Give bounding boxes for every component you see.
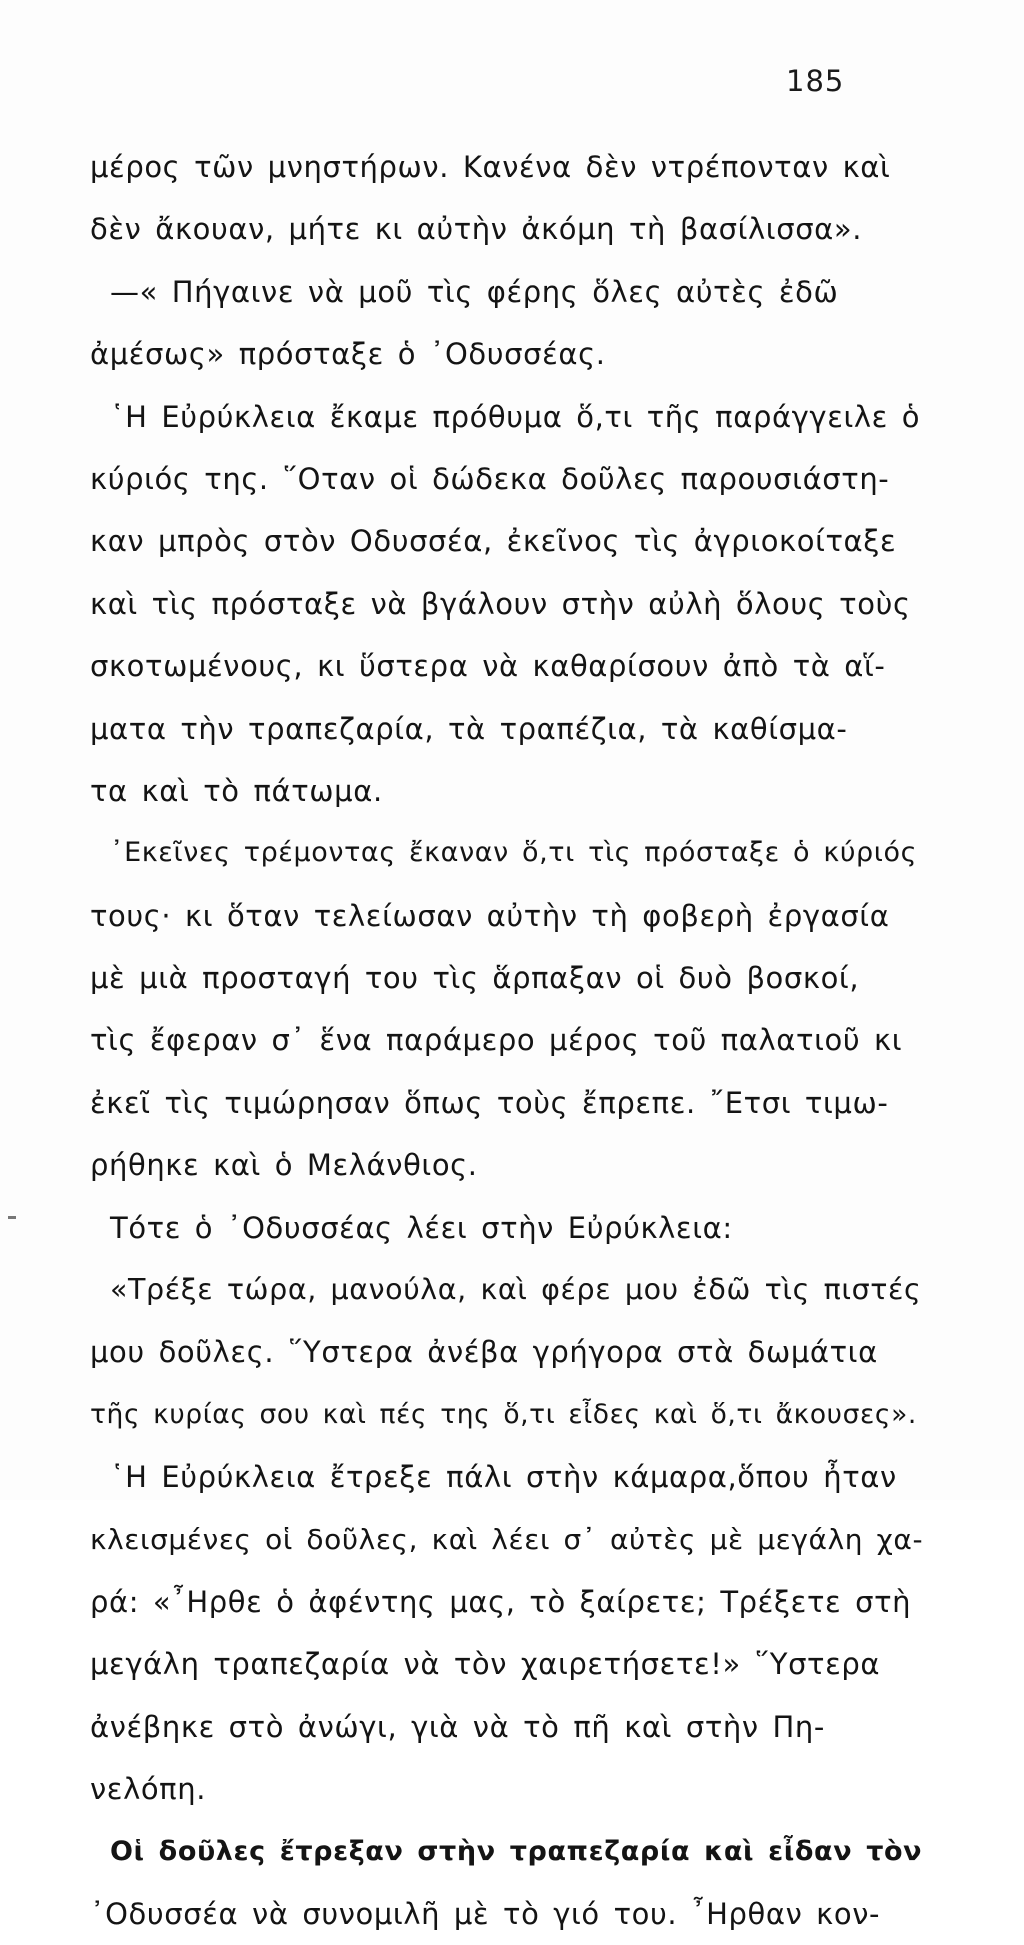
page-number: 185	[786, 64, 845, 98]
text-line: ῾Η Εὐρύκλεια ἔτρεξε πάλι στὴν κάμαρα,ὅπου ἦταν	[110, 1460, 897, 1495]
text-line: μεγάλη τραπεζαρία νὰ τὸν χαιρετήσετε!» ῞Υστερα	[90, 1647, 881, 1682]
text-line: καν μπρὸς στὸν Οδυσσέα, ἐκεῖνος τὶς ἀγριοκοίταξε	[90, 524, 897, 559]
text-line: Οἱ δοῦλες ἔτρεξαν στὴν τραπεζαρία καὶ εἶδαν τὸν	[110, 1835, 923, 1867]
text-line: ῾Η Εὐρύκλεια ἔκαμε πρόθυμα ὅ,τι τῆς παράγγειλε ὁ	[110, 399, 921, 434]
text-line: —« Πήγαινε νὰ μοῦ τὶς φέρης ὅλες αὐτὲς ἐδῶ	[110, 274, 839, 309]
text-line: τα καὶ τὸ πάτωμα.	[90, 773, 383, 808]
text-line: ἀμέσως» πρόσταξε ὁ ᾿Οδυσσέας.	[90, 337, 606, 372]
text-line: ἐκεῖ τὶς τιμώρησαν ὅπως τοὺς ἔπρεπε. ῎Ετσι τιμω-	[90, 1085, 889, 1120]
text-line: μέρος τῶν μνηστήρων. Κανένα δὲν ντρέπονταν καὶ	[90, 150, 891, 184]
text-line: κύριός της. ῞Οταν οἱ δώδεκα δοῦλες παρουσιάστη-	[90, 461, 890, 496]
text-line: μου δοῦλες. ῞Υστερα ἀνέβα γρήγορα στὰ δωμάτια	[90, 1335, 878, 1370]
text-line: ρήθηκε καὶ ὁ Μελάνθιος.	[90, 1148, 478, 1183]
text-line: Τότε ὁ ᾿Οδυσσέας λέει στὴν Εὐρύκλεια:	[110, 1210, 733, 1245]
text-line: ρά: «῏Ηρθε ὁ ἀφέντης μας, τὸ ξαίρετε; Τρέξετε στὴ	[90, 1584, 912, 1619]
text-line: ματα τὴν τραπεζαρία, τὰ τραπέζια, τὰ καθίσμα-	[90, 711, 848, 746]
text-line: σκοτωμένους, κι ὕστερα νὰ καθαρίσουν ἀπὸ τὰ αἵ-	[90, 649, 886, 684]
text-line: τῆς κυρίας σου καὶ πές της ὅ,τι εἶδες καὶ ὅ,τι ἄκουσες».	[90, 1398, 917, 1430]
text-line: κλεισμένες οἱ δοῦλες, καὶ λέει σ᾿ αὐτὲς μὲ μεγάλη χα-	[90, 1522, 924, 1556]
text-line: μὲ μιὰ προσταγή του τὶς ἅρπαξαν οἱ δυὸ βοσκοί,	[90, 961, 860, 996]
text-line: δὲν ἄκουαν, μήτε κι αὐτὴν ἀκόμη τὴ βασίλισσα».	[90, 212, 863, 247]
margin-mark	[8, 1216, 16, 1219]
body-text	[90, 136, 924, 1945]
text-line: τους· κι ὅταν τελείωσαν αὐτὴν τὴ φοβερὴ ἐργασία	[90, 898, 890, 933]
text-line: καὶ τὶς πρόσταξε νὰ βγάλουν στὴν αὐλὴ ὅλους τοὺς	[90, 586, 911, 621]
text-line: «Τρέξε τώρα, μανούλα, καὶ φέρε μου ἐδῶ τὶς πιστές	[110, 1273, 922, 1307]
text-line: ᾿Εκεῖνες τρέμοντας ἔκαναν ὅ,τι τὶς πρόσταξε ὁ κύριός	[110, 837, 918, 869]
text-line: ᾿Οδυσσέα νὰ συνομιλῆ μὲ τὸ γιό του. ῏Ηρθαν κον-	[90, 1896, 881, 1931]
text-line: νελόπη.	[90, 1772, 207, 1807]
text-line: ἀνέβηκε στὸ ἀνώγι, γιὰ νὰ τὸ πῆ καὶ στὴν Πη-	[90, 1709, 825, 1744]
text-line: τὶς ἔφεραν σ᾿ ἕνα παράμερο μέρος τοῦ παλατιοῦ κι	[90, 1023, 903, 1058]
